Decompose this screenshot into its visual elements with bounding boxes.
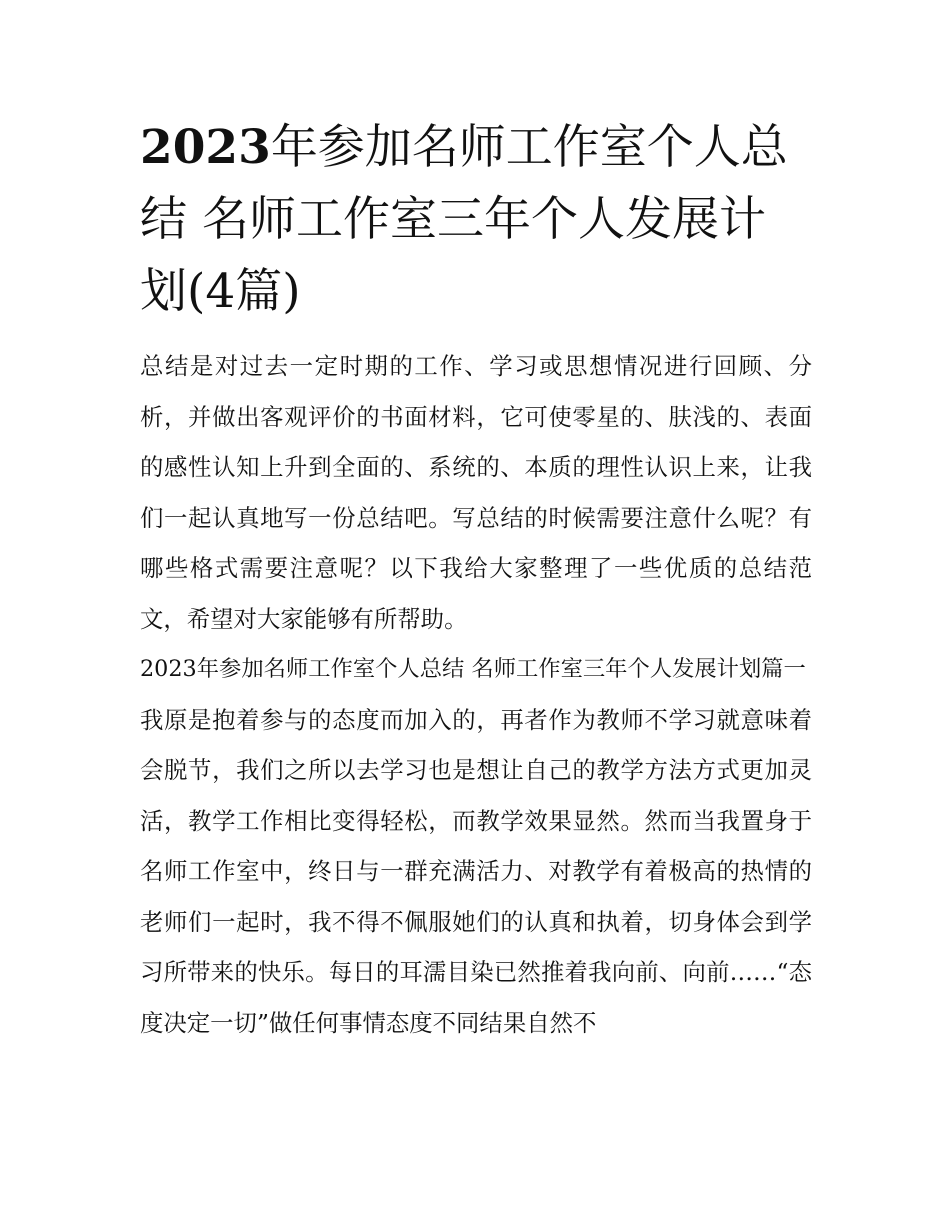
title-year: 2023 (140, 120, 271, 175)
section-heading: 2023年参加名师工作室个人总结 名师工作室三年个人发展计划篇一 (140, 656, 806, 682)
body-paragraph: 我原是抱着参与的态度而加入的，再者作为教师不学习就意味着会脱节，我们之所以去学习也是想让自己的教学方法方式更加灵活，教学工作相比变得轻松，而教学效果显然。然而当我置身于名师工作室中，终日与一群充满活力、对教学有着极高的热情的老师们一起时，我不得不佩服她们的认真和执着，切身体会到学习所带来的快乐。每日的耳濡目染已然推着我向前、向前……“态度决定一切”做任何事情态度不同结果自然不 (140, 705, 812, 1037)
document-page (140, 112, 812, 1048)
document-title (140, 112, 812, 328)
title-text: 年参加名师工作室个人总结 名师工作室三年个人发展计划(4篇) (140, 120, 788, 319)
intro-paragraph: 总结是对过去一定时期的工作、学习或思想情况进行回顾、分析，并做出客观评价的书面材料，它可使零星的、肤浅的、表面的感性认知上升到全面的、系统的、本质的理性认识上来，让我们一起认真地写一份总结吧。写总结的时候需要注意什么呢？有哪些格式需要注意呢？以下我给大家整理了一些优质的总结范文，希望对大家能够有所帮助。 (140, 352, 812, 633)
